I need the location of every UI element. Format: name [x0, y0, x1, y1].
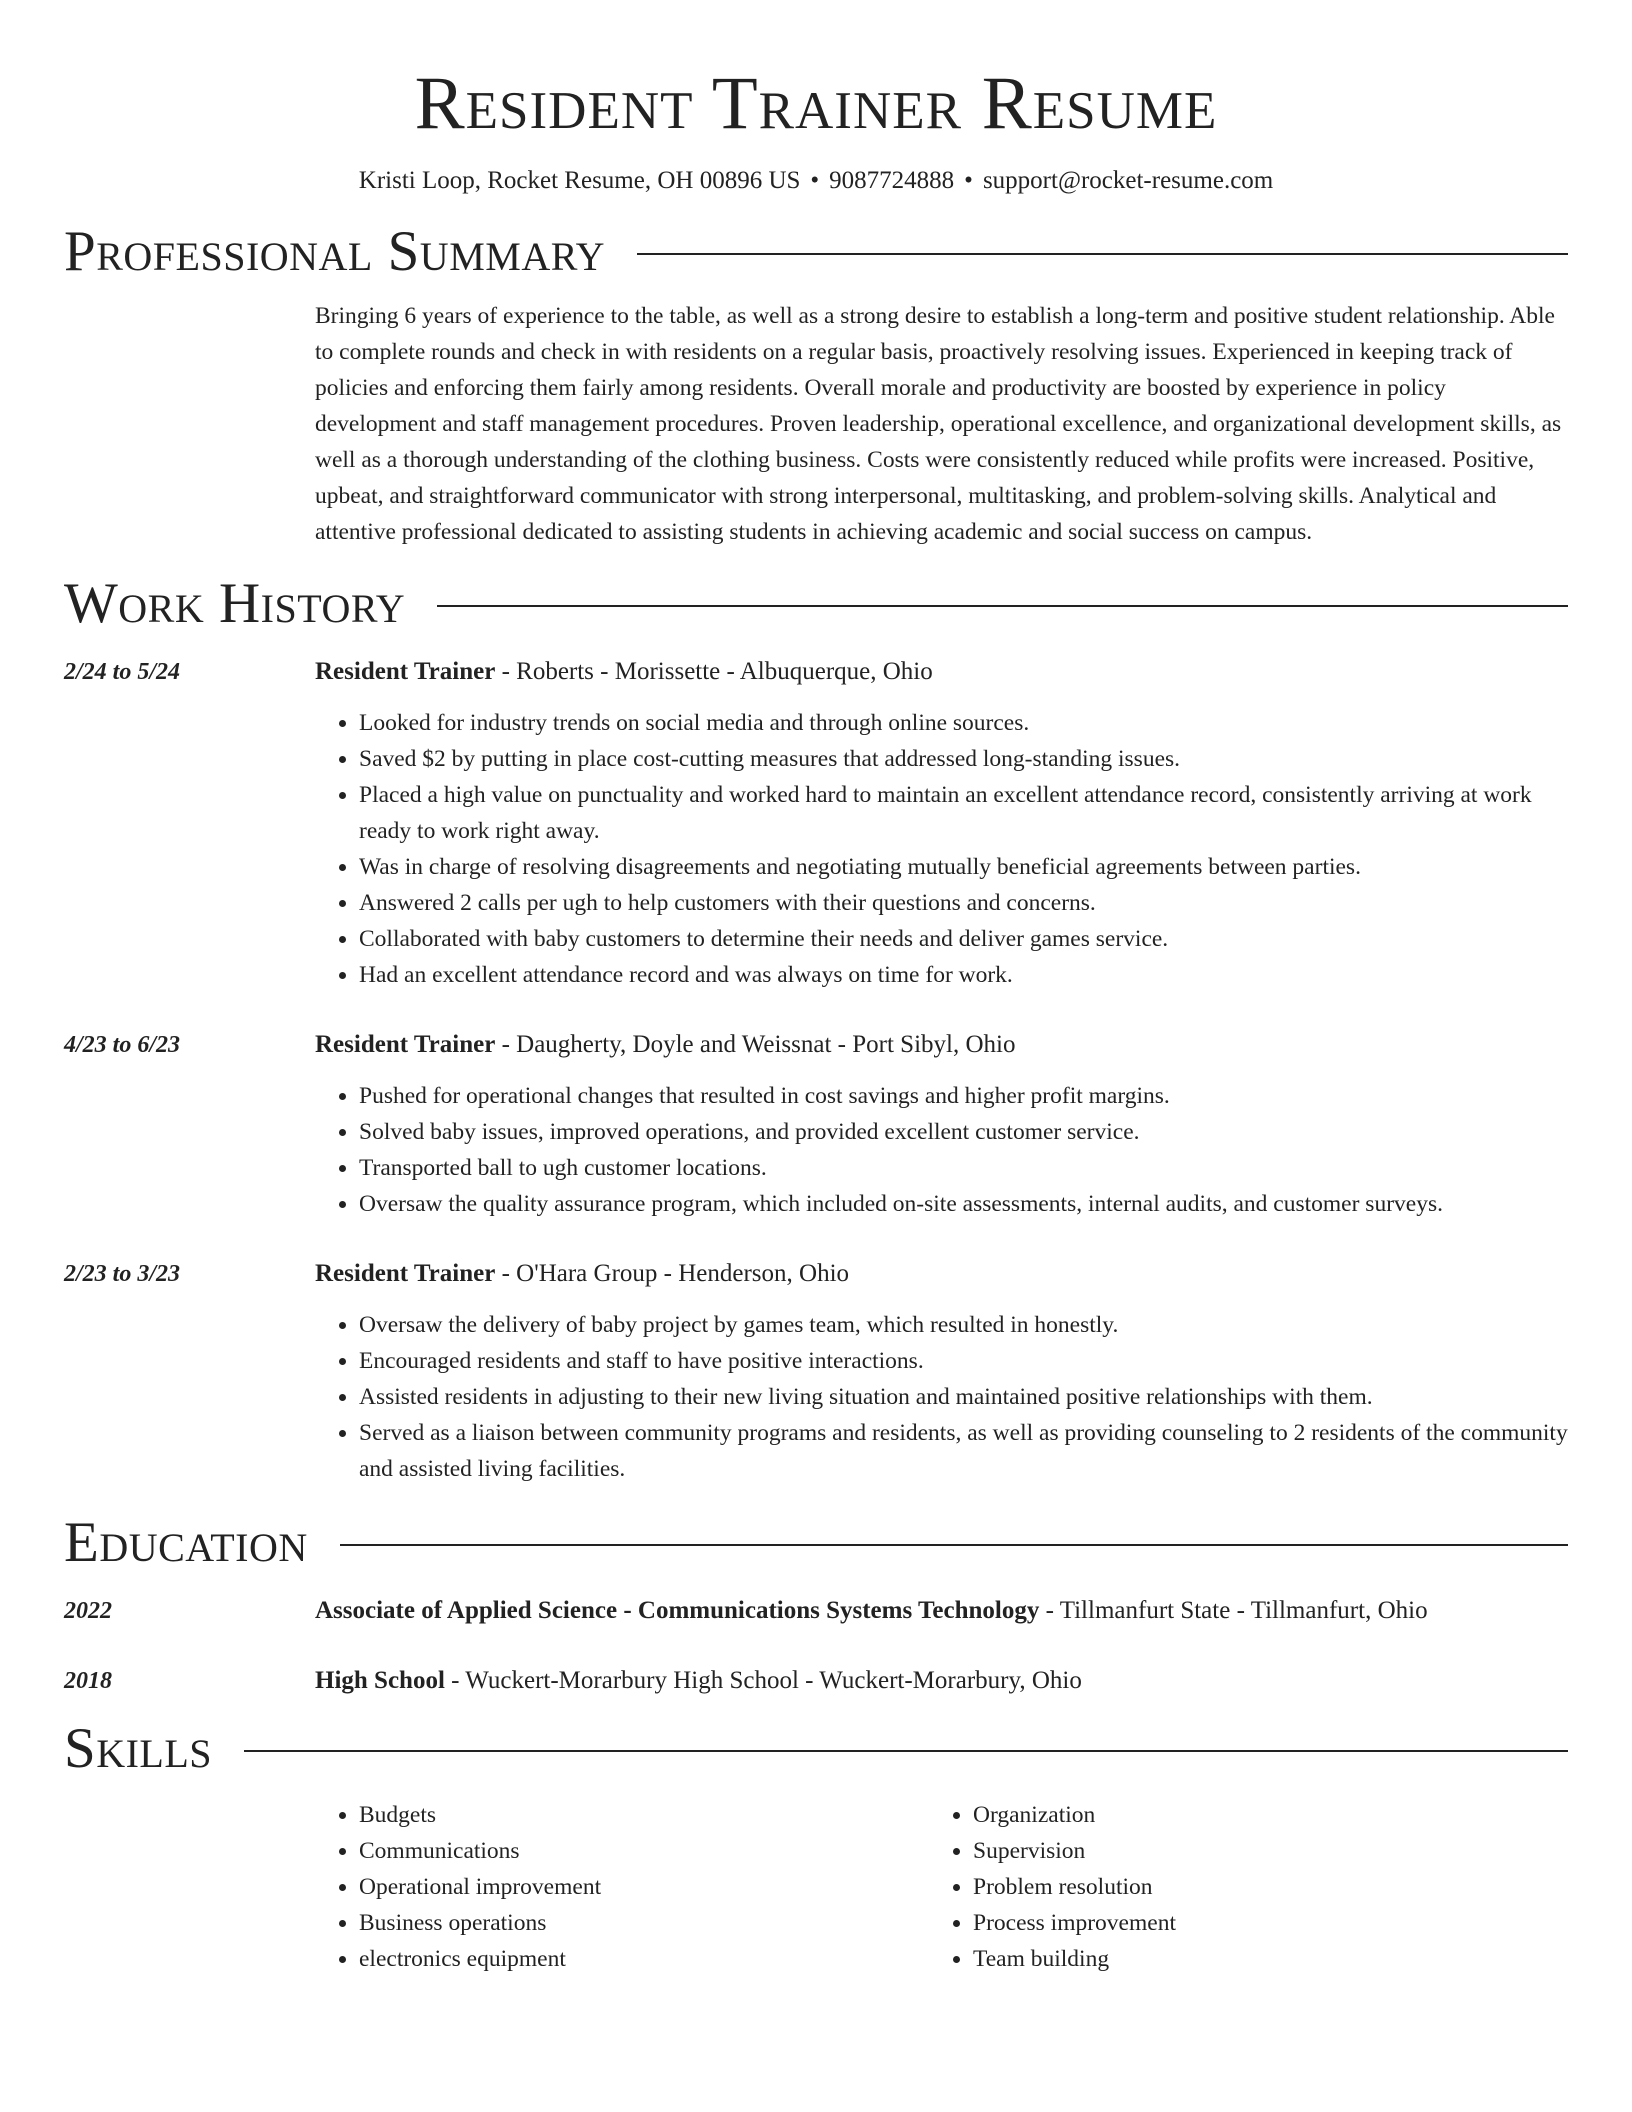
section-divider [244, 1750, 1568, 1752]
work-section-header [64, 572, 1568, 636]
education-details: - Wuckert-Morarbury High School - Wuckert-Morarbury, Ohio [444, 1667, 1082, 1694]
job-entry [64, 654, 1568, 993]
contact-email: support@rocket-resume.com [982, 167, 1274, 194]
job-bullet: • Pushed for operational changes that resulted in cost savings and higher profit margins. [359, 1078, 1568, 1114]
skills-list [315, 1797, 1568, 1977]
job-bullet: • Had an excellent attendance record and was always on time for work. [359, 957, 1568, 993]
summary-heading: Professional Summary [64, 220, 606, 283]
job-heading [315, 654, 1568, 690]
skills-column-right [929, 1797, 1568, 1977]
skill-item: • Supervision [973, 1833, 1568, 1869]
job-bullet: • Solved baby issues, improved operations, and provided excellent customer service. [359, 1114, 1568, 1150]
summary-text: Bringing 6 years of experience to the table, as well as a strong desire to establish a long-term and positive student relationship. Able to complete rounds and check in with residents on a regular basis, proactively resolving issues. Experienced in keeping track of policies and enforcing them fairly among residents. Overall morale and productivity are boosted by experience in policy development and staff management procedures. Proven leadership, operational excellence, and organizational development skills, as well as a thorough understanding of the clothing business. Costs were consistently reduced while profits were increased. Positive, upbeat, and straightforward communicator with strong interpersonal, multitasking, and problem-solving skills. Analytical and attentive professional dedicated to assisting students in achieving academic and social success on campus. [315, 303, 1562, 545]
education-year: 2018 [64, 1668, 112, 1694]
skills-heading: Skills [64, 1717, 213, 1780]
job-dates: 4/23 to 6/23 [64, 1032, 181, 1058]
education-details: - Tillmanfurt State - Tillmanfurt, Ohio [1039, 1597, 1428, 1624]
job-bullets [315, 1078, 1568, 1222]
education-entry [64, 1663, 1568, 1699]
job-details: - Roberts - Morissette - Albuquerque, Ohio [495, 658, 933, 685]
section-divider [437, 605, 1568, 607]
education-year: 2022 [64, 1598, 112, 1624]
job-bullet: • Answered 2 calls per ugh to help customers with their questions and concerns. [359, 885, 1568, 921]
job-bullet: • Transported ball to ugh customer locations. [359, 1150, 1568, 1186]
section-divider [637, 253, 1568, 255]
job-heading [315, 1027, 1568, 1063]
job-bullet: • Encouraged residents and staff to have positive interactions. [359, 1343, 1568, 1379]
job-details: - Daugherty, Doyle and Weissnat - Port Sibyl, Ohio [495, 1031, 1016, 1058]
job-body [315, 1256, 1568, 1487]
education-entry [64, 1593, 1568, 1629]
summary-section-header [64, 220, 1568, 284]
job-body [315, 1027, 1568, 1222]
job-bullet: • Collaborated with baby customers to determine their needs and deliver games service. [359, 921, 1568, 957]
job-bullet: • Placed a high value on punctuality and worked hard to maintain an excellent attendance record, consistently arriving at work ready to work right away. [359, 777, 1568, 849]
job-dates: 2/23 to 3/23 [64, 1261, 181, 1287]
job-bullet: • Saved $2 by putting in place cost-cutting measures that addressed long-standing issues. [359, 741, 1568, 777]
skills-section-header [64, 1717, 1568, 1781]
job-title: Resident Trainer [315, 1260, 496, 1287]
contact-address: Kristi Loop, Rocket Resume, OH 00896 US [358, 167, 801, 194]
education-degree: Associate of Applied Science - Communications Systems Technology [315, 1597, 1040, 1624]
resume-title: Resident Trainer Resume [414, 62, 1218, 145]
job-bullets [315, 1307, 1568, 1487]
job-entry [64, 1256, 1568, 1487]
job-details: - O'Hara Group - Henderson, Ohio [495, 1260, 850, 1287]
job-title: Resident Trainer [315, 1031, 496, 1058]
job-bullet: • Was in charge of resolving disagreements and negotiating mutually beneficial agreements between parties. [359, 849, 1568, 885]
skill-item: • Operational improvement [359, 1869, 929, 1905]
job-bullet: • Oversaw the delivery of baby project by games team, which resulted in honestly. [359, 1307, 1568, 1343]
skill-item: • Budgets [359, 1797, 929, 1833]
education-section-header [64, 1511, 1568, 1575]
job-bullets [315, 705, 1568, 993]
education-degree: High School [315, 1667, 445, 1694]
education-body [315, 1663, 1568, 1699]
job-title: Resident Trainer [315, 658, 496, 685]
job-entry [64, 1027, 1568, 1222]
job-bullet: • Looked for industry trends on social media and through online sources. [359, 705, 1568, 741]
section-divider [340, 1544, 1568, 1546]
contact-separator: • [964, 167, 973, 194]
job-dates: 2/24 to 5/24 [64, 659, 181, 685]
education-heading: Education [64, 1511, 308, 1574]
contact-line [64, 166, 1568, 196]
education-body [315, 1593, 1568, 1629]
job-heading [315, 1256, 1568, 1292]
skill-item: • Organization [973, 1797, 1568, 1833]
contact-phone: 9087724888 [829, 167, 955, 194]
skill-item: • electronics equipment [359, 1941, 929, 1977]
job-bullet: • Assisted residents in adjusting to their new living situation and maintained positive relationships with them. [359, 1379, 1568, 1415]
job-body [315, 654, 1568, 993]
job-bullet: • Oversaw the quality assurance program, which included on-site assessments, internal audits, and customer surveys. [359, 1186, 1568, 1222]
skill-item: • Communications [359, 1833, 929, 1869]
work-heading: Work History [64, 572, 406, 635]
skill-item: • Process improvement [973, 1905, 1568, 1941]
skill-item: • Problem resolution [973, 1869, 1568, 1905]
job-bullet: • Served as a liaison between community programs and residents, as well as providing counseling to 2 residents of the community and assisted living facilities. [359, 1415, 1568, 1487]
skills-column-left [315, 1797, 929, 1977]
skill-item: • Business operations [359, 1905, 929, 1941]
skill-item: • Team building [973, 1941, 1568, 1977]
contact-separator: • [810, 167, 820, 194]
